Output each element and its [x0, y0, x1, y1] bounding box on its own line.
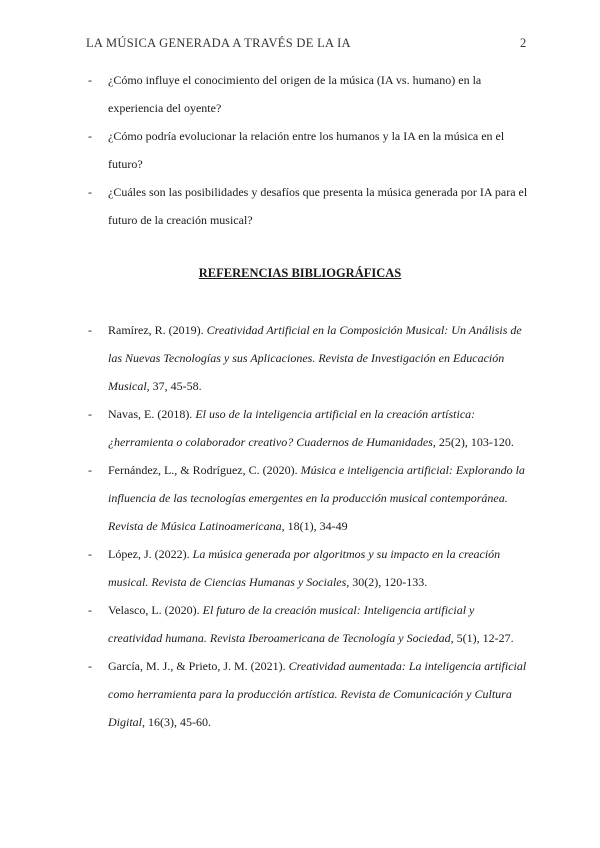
- reference-tail: , 25(2), 103-120.: [432, 435, 514, 449]
- bullet-dash: -: [88, 463, 92, 477]
- reference-text: [108, 400, 528, 456]
- reference-tail: , 5(1), 12-27.: [450, 631, 514, 645]
- bullet-dash: -: [88, 659, 92, 673]
- reference-text: [108, 456, 528, 540]
- bullet-dash: -: [88, 547, 92, 561]
- reference-item: [88, 456, 528, 540]
- bullet-dash: -: [88, 323, 92, 337]
- reference-title: Creatividad aumentada: La inteligencia artificial como herramienta para la producción artística. Revista de Comunicación y Cultura Digital: [108, 659, 527, 729]
- reference-item: [88, 652, 528, 736]
- reference-author: Ramírez, R. (2019).: [108, 323, 204, 337]
- reference-text: [108, 596, 528, 652]
- reference-item: [88, 540, 528, 596]
- question-text: ¿Cuáles son las posibilidades y desafíos que presenta la música generada por IA para el futuro de la creación musical?: [108, 185, 528, 227]
- reference-text: [108, 652, 528, 736]
- reference-title: El uso de la inteligencia artificial en la creación artística: ¿herramienta o colaborador creativo? Cuadernos de Humanidades: [108, 407, 476, 449]
- bullet-dash: -: [88, 185, 92, 199]
- running-head: LA MÚSICA GENERADA A TRAVÉS DE LA IA: [86, 36, 351, 50]
- reference-text: [108, 540, 528, 596]
- reference-tail: , 16(3), 45-60.: [142, 715, 212, 729]
- reference-tail: , 30(2), 120-133.: [346, 575, 428, 589]
- reference-title: Música e inteligencia artificial: Explorando la influencia de las tecnologías emergentes en la producción musical contemporánea. Revista de Música Latinoamericana: [108, 463, 525, 533]
- reference-tail: , 18(1), 34-49: [281, 519, 348, 533]
- reference-text: [108, 316, 528, 400]
- question-item: [88, 122, 528, 178]
- bullet-dash: -: [88, 129, 92, 143]
- bullet-dash: -: [88, 603, 92, 617]
- reference-author: López, J. (2022).: [108, 547, 190, 561]
- question-item: [88, 66, 528, 122]
- question-text: ¿Cómo podría evolucionar la relación entre los humanos y la IA en la música en el futuro?: [108, 129, 505, 171]
- reference-item: [88, 596, 528, 652]
- reference-author: Fernández, L., & Rodríguez, C. (2020).: [108, 463, 298, 477]
- reference-title: El futuro de la creación musical: Inteligencia artificial y creatividad humana. Revista Iberoamericana de Tecnología y Sociedad: [108, 603, 475, 645]
- reference-title: La música generada por algoritmos y su impacto en la creación musical. Revista de Ciencias Humanas y Sociales: [108, 547, 501, 589]
- reference-author: Navas, E. (2018).: [108, 407, 193, 421]
- bullet-dash: -: [88, 407, 92, 421]
- question-item: [88, 178, 528, 234]
- reference-item: [88, 316, 528, 400]
- reference-item: [88, 400, 528, 456]
- reference-title: Creatividad Artificial en la Composición Musical: Un Análisis de las Nuevas Tecnologías y sus Aplicaciones. Revista de Investigación en Educación Musical: [108, 323, 522, 393]
- question-text: ¿Cómo influye el conocimiento del origen de la música (IA vs. humano) en la experiencia del oyente?: [108, 73, 482, 115]
- reference-tail: , 37, 45-58.: [146, 379, 202, 393]
- page-number: 2: [520, 36, 527, 50]
- reference-author: Velasco, L. (2020).: [108, 603, 200, 617]
- reference-author: García, M. J., & Prieto, J. M. (2021).: [108, 659, 286, 673]
- references-heading: REFERENCIAS BIBLIOGRÁFICAS: [198, 266, 402, 280]
- bullet-dash: -: [88, 73, 92, 87]
